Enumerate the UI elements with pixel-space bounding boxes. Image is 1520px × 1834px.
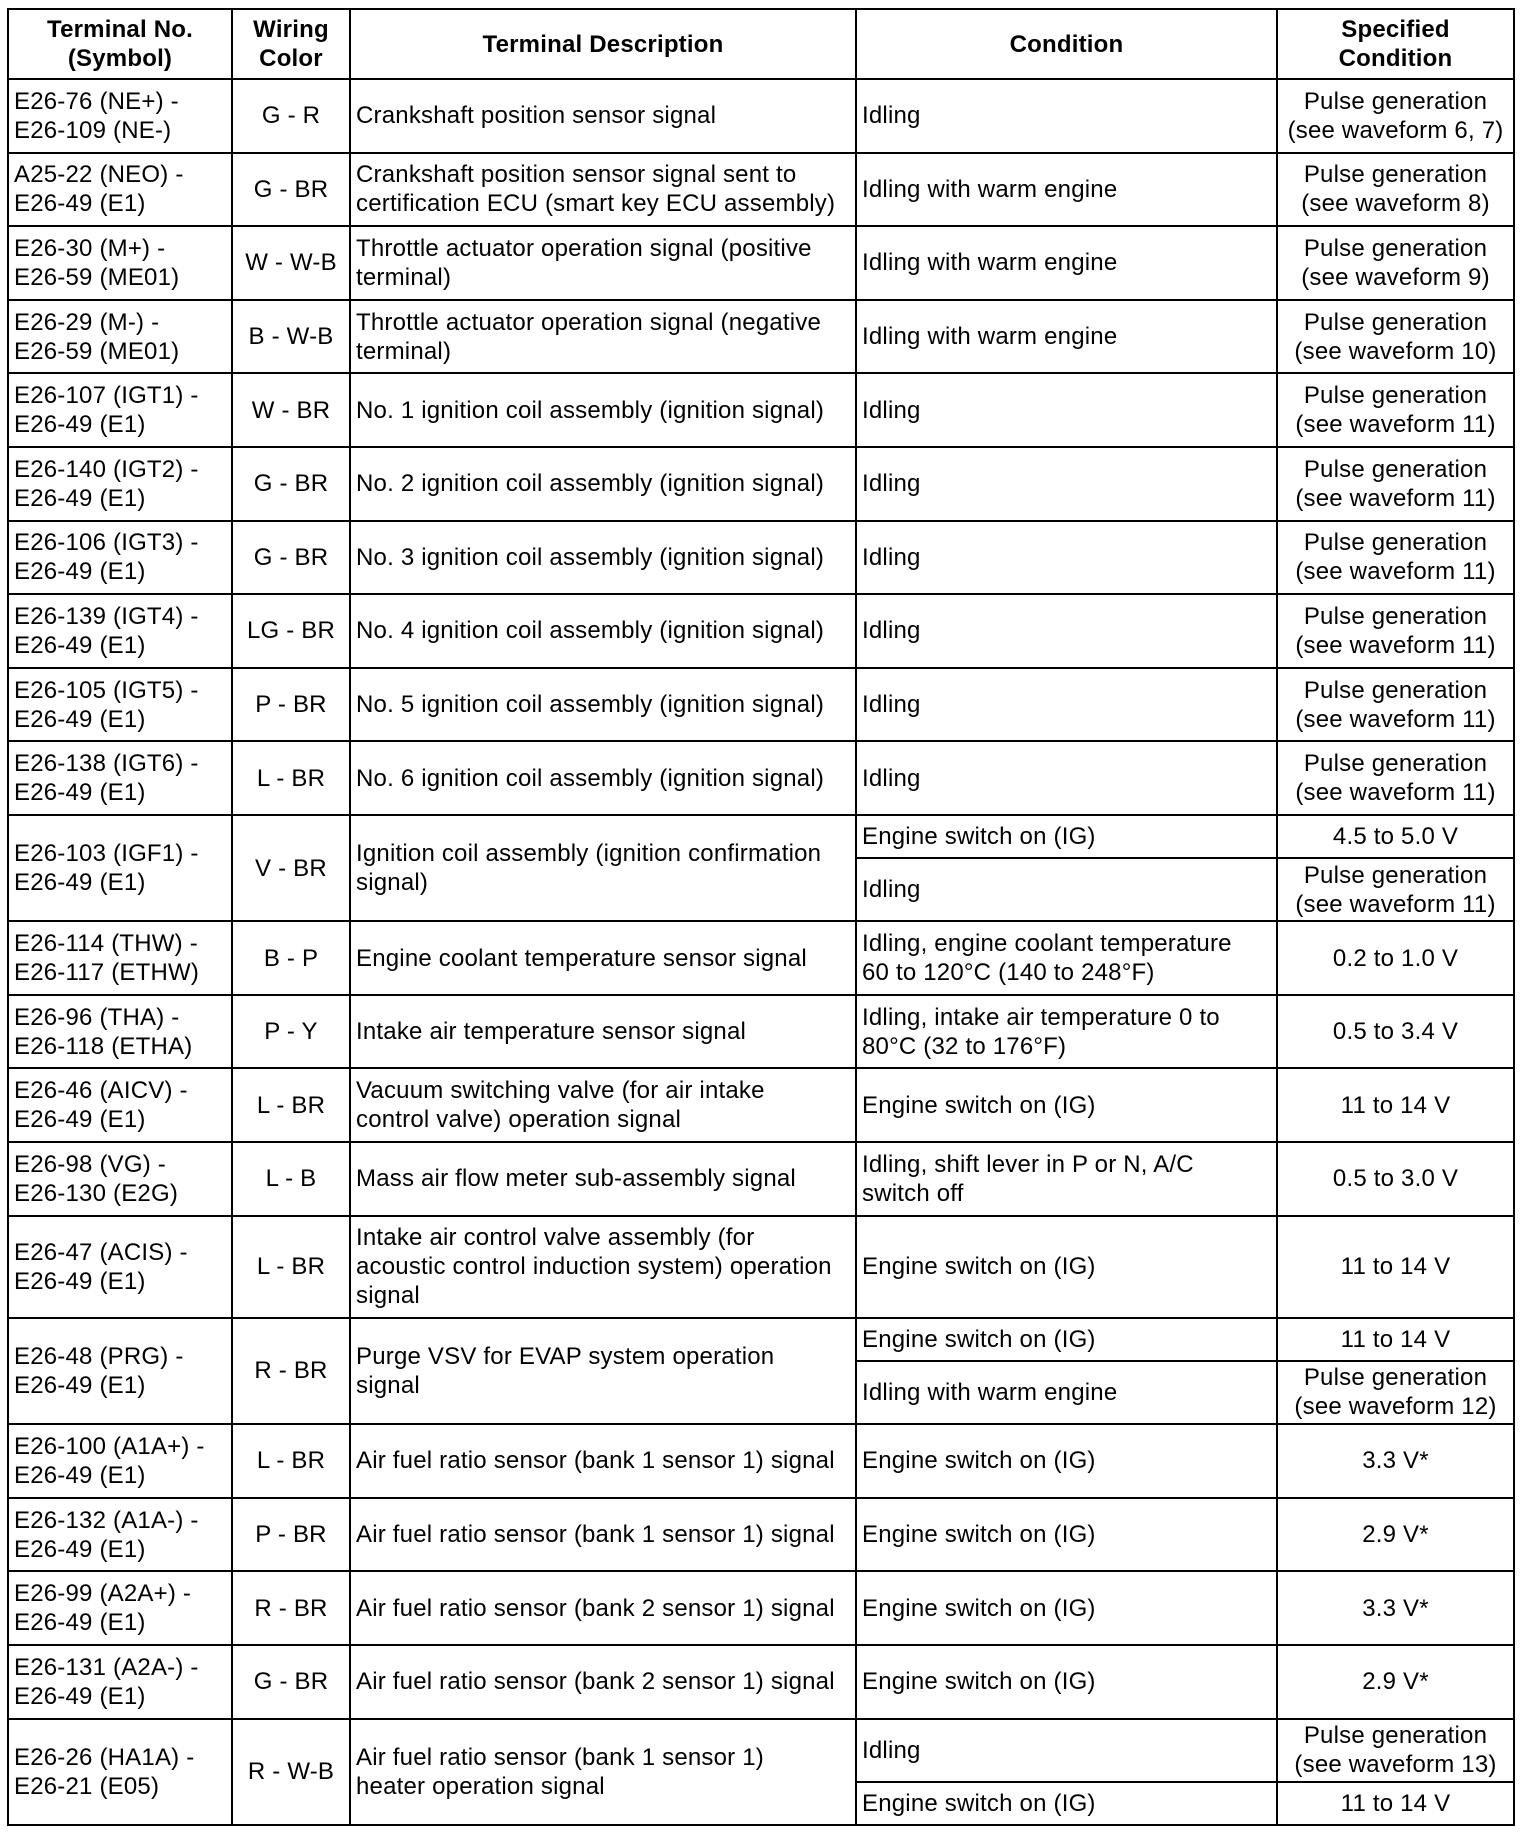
cell-line: Purge VSV for EVAP system operation — [356, 1342, 775, 1370]
cell-line: switch off — [862, 1179, 964, 1207]
header-terminal: Terminal No. (Symbol) — [8, 9, 232, 79]
specified-condition-cell — [1277, 373, 1514, 447]
table-row — [8, 1216, 1514, 1318]
table-body — [8, 79, 1514, 1825]
cell-line: Engine switch on (IG) — [862, 1253, 1096, 1281]
terminal-cell — [8, 815, 232, 921]
description-cell — [350, 79, 856, 153]
terminal-cell — [8, 741, 232, 815]
terminal-cell — [8, 995, 232, 1069]
wiring-color-cell: LG - BR — [232, 594, 350, 668]
specified-condition-cell — [1277, 1216, 1514, 1318]
cell-line: Engine coolant temperature sensor signal — [356, 944, 807, 972]
condition-cell — [856, 1142, 1277, 1216]
cell-line: (see waveform 9) — [1301, 263, 1490, 291]
cell-line: E26-49 (E1) — [14, 558, 146, 586]
cell-line: heater operation signal — [356, 1772, 605, 1800]
cell-line: Pulse generation — [1303, 308, 1488, 336]
cell-line: E26-100 (A1A+) - — [14, 1432, 205, 1460]
cell-line: Ignition coil assembly (ignition confirmation — [356, 840, 822, 868]
table-row — [8, 447, 1514, 521]
cell-line: Pulse generation — [1303, 861, 1488, 889]
cell-line: Pulse generation — [1303, 161, 1488, 189]
description-cell — [350, 921, 856, 995]
cell-line: 11 to 14 V — [1340, 1789, 1451, 1817]
table-row — [8, 521, 1514, 595]
cell-line: E26-49 (E1) — [14, 484, 146, 512]
specified-condition-cell — [1277, 153, 1514, 227]
cell-line: E26-21 (E05) — [14, 1772, 160, 1800]
cell-line: (see waveform 11) — [1295, 484, 1496, 512]
wiring-color-cell: V - BR — [232, 815, 350, 921]
condition-cell — [856, 858, 1277, 921]
condition-cell — [856, 521, 1277, 595]
cell-line: E26-130 (E2G) — [14, 1179, 179, 1207]
table-row — [8, 1719, 1514, 1782]
cell-line: E26-98 (VG) - — [14, 1150, 166, 1178]
condition-cell — [856, 815, 1277, 858]
cell-line: Idling, engine coolant temperature — [862, 930, 1232, 958]
cell-line: No. 1 ignition coil assembly (ignition signal) — [356, 396, 825, 424]
cell-line: E26-29 (M-) - — [14, 308, 160, 336]
description-cell — [350, 668, 856, 742]
table-row — [8, 1142, 1514, 1216]
cell-line: Engine switch on (IG) — [862, 1091, 1096, 1119]
terminal-cell — [8, 153, 232, 227]
header-specified-condition: Specified Condition — [1277, 9, 1514, 79]
terminal-cell — [8, 1571, 232, 1645]
specified-condition-cell — [1277, 995, 1514, 1069]
table-row — [8, 226, 1514, 300]
specified-condition-cell — [1277, 815, 1514, 858]
cell-line: Pulse generation — [1303, 87, 1488, 115]
wiring-color-cell: W - W-B — [232, 226, 350, 300]
description-cell — [350, 1571, 856, 1645]
terminal-cell — [8, 300, 232, 374]
specified-condition-cell — [1277, 521, 1514, 595]
condition-cell — [856, 447, 1277, 521]
description-cell — [350, 1424, 856, 1498]
cell-line: Engine switch on (IG) — [862, 1447, 1096, 1475]
cell-line: Idling with warm engine — [862, 1378, 1118, 1406]
wiring-color-cell: L - BR — [232, 741, 350, 815]
cell-line: Idling — [862, 764, 921, 792]
specified-condition-cell — [1277, 1571, 1514, 1645]
cell-line: E26-49 (E1) — [14, 190, 146, 218]
specified-condition-cell — [1277, 1424, 1514, 1498]
cell-line: E26-117 (ETHW) — [14, 959, 200, 987]
cell-line: Engine switch on (IG) — [862, 1789, 1096, 1817]
cell-line: Intake air temperature sensor signal — [356, 1018, 747, 1046]
description-cell — [350, 594, 856, 668]
cell-line: E26-96 (THA) - — [14, 1003, 180, 1031]
condition-cell — [856, 1498, 1277, 1572]
specified-condition-cell — [1277, 1645, 1514, 1719]
cell-line: E26-47 (ACIS) - — [14, 1238, 188, 1266]
cell-line: Idling — [862, 617, 921, 645]
cell-line: (see waveform 11) — [1295, 705, 1496, 733]
cell-line: E26-138 (IGT6) - — [14, 750, 199, 778]
condition-cell — [856, 1068, 1277, 1142]
wiring-color-cell: B - W-B — [232, 300, 350, 374]
cell-line: E26-105 (IGT5) - — [14, 676, 199, 704]
cell-line: E26-49 (E1) — [14, 1106, 146, 1134]
terminal-cell — [8, 1719, 232, 1826]
cell-line: Pulse generation — [1303, 455, 1488, 483]
description-cell — [350, 1068, 856, 1142]
cell-line: 2.9 V* — [1362, 1521, 1429, 1549]
cell-line: E26-107 (IGT1) - — [14, 382, 199, 410]
cell-line: signal — [356, 1282, 420, 1310]
description-cell — [350, 1216, 856, 1318]
table-row — [8, 153, 1514, 227]
terminal-cell — [8, 1142, 232, 1216]
description-cell — [350, 1645, 856, 1719]
cell-line: E26-59 (ME01) — [14, 263, 180, 291]
cell-line: No. 5 ignition coil assembly (ignition signal) — [356, 691, 825, 719]
cell-line: Pulse generation — [1303, 382, 1488, 410]
description-cell — [350, 741, 856, 815]
cell-line: 4.5 to 5.0 V — [1332, 822, 1459, 850]
cell-line: 3.3 V* — [1362, 1594, 1429, 1622]
cell-line: signal — [356, 1371, 420, 1399]
header-row — [8, 9, 1514, 79]
cell-line: (see waveform 11) — [1295, 890, 1496, 918]
cell-line: E26-48 (PRG) - — [14, 1342, 184, 1370]
specified-condition-cell — [1277, 1498, 1514, 1572]
condition-cell — [856, 1361, 1277, 1424]
condition-cell — [856, 79, 1277, 153]
cell-line: 0.2 to 1.0 V — [1332, 944, 1459, 972]
terminal-cell — [8, 1424, 232, 1498]
cell-line: (see waveform 10) — [1294, 337, 1497, 365]
cell-line: E26-59 (ME01) — [14, 337, 180, 365]
specified-condition-cell — [1277, 594, 1514, 668]
condition-cell — [856, 226, 1277, 300]
description-cell — [350, 373, 856, 447]
cell-line: E26-49 (E1) — [14, 1267, 146, 1295]
table-row — [8, 300, 1514, 374]
table-row — [8, 594, 1514, 668]
terminal-cell — [8, 521, 232, 595]
cell-line: No. 4 ignition coil assembly (ignition signal) — [356, 617, 825, 645]
cell-line: signal) — [356, 869, 429, 897]
table-row — [8, 1068, 1514, 1142]
description-cell — [350, 521, 856, 595]
cell-line: Crankshaft position sensor signal — [356, 102, 717, 130]
cell-line: Idling — [862, 876, 921, 904]
cell-line: Idling — [862, 470, 921, 498]
cell-line: E26-49 (E1) — [14, 705, 146, 733]
cell-line: E26-49 (E1) — [14, 1371, 146, 1399]
wiring-color-cell: W - BR — [232, 373, 350, 447]
cell-line: (see waveform 6, 7) — [1287, 116, 1504, 144]
specified-condition-cell — [1277, 79, 1514, 153]
cell-line: Crankshaft position sensor signal sent to — [356, 161, 797, 189]
wiring-color-cell: R - BR — [232, 1318, 350, 1424]
header-condition: Condition — [856, 9, 1277, 79]
cell-line: 11 to 14 V — [1340, 1325, 1451, 1353]
table-row — [8, 79, 1514, 153]
cell-line: Idling — [862, 396, 921, 424]
cell-line: E26-49 (E1) — [14, 1609, 146, 1637]
cell-line: (see waveform 11) — [1295, 558, 1496, 586]
specified-condition-cell — [1277, 1318, 1514, 1361]
cell-line: Idling with warm engine — [862, 175, 1118, 203]
specified-condition-cell — [1277, 1361, 1514, 1424]
specified-condition-cell — [1277, 858, 1514, 921]
wiring-color-cell: P - BR — [232, 668, 350, 742]
terminal-cell — [8, 79, 232, 153]
condition-cell — [856, 1719, 1277, 1782]
cell-line: E26-49 (E1) — [14, 1535, 146, 1563]
cell-line: 80°C (32 to 176°F) — [862, 1032, 1067, 1060]
cell-line: E26-118 (ETHA) — [14, 1032, 193, 1060]
condition-cell — [856, 594, 1277, 668]
cell-line: E26-49 (E1) — [14, 1461, 146, 1489]
cell-line: E26-49 (E1) — [14, 1682, 146, 1710]
table-row — [8, 1318, 1514, 1361]
description-cell — [350, 447, 856, 521]
cell-line: Vacuum switching valve (for air intake — [356, 1077, 765, 1105]
condition-cell — [856, 1216, 1277, 1318]
cell-line: Idling — [862, 102, 921, 130]
specified-condition-cell — [1277, 300, 1514, 374]
cell-line: E26-49 (E1) — [14, 411, 146, 439]
condition-cell — [856, 300, 1277, 374]
wiring-color-cell: B - P — [232, 921, 350, 995]
cell-line: (see waveform 8) — [1301, 190, 1490, 218]
wiring-color-cell: G - BR — [232, 447, 350, 521]
cell-line: E26-132 (A1A-) - — [14, 1506, 199, 1534]
description-cell — [350, 300, 856, 374]
cell-line: E26-26 (HA1A) - — [14, 1743, 195, 1771]
specified-condition-cell — [1277, 1068, 1514, 1142]
terminal-cell — [8, 1068, 232, 1142]
table-row — [8, 741, 1514, 815]
terminal-cell — [8, 921, 232, 995]
cell-line: certification ECU (smart key ECU assembly) — [356, 190, 836, 218]
wiring-color-cell: L - B — [232, 1142, 350, 1216]
cell-line: E26-99 (A2A+) - — [14, 1580, 192, 1608]
cell-line: terminal) — [356, 263, 452, 291]
cell-line: 0.5 to 3.4 V — [1332, 1018, 1459, 1046]
wiring-color-cell: G - BR — [232, 1645, 350, 1719]
cell-line: Idling with warm engine — [862, 323, 1118, 351]
cell-line: E26-103 (IGF1) - — [14, 840, 199, 868]
cell-line: Idling — [862, 691, 921, 719]
wiring-color-cell: R - BR — [232, 1571, 350, 1645]
cell-line: E26-30 (M+) - — [14, 234, 166, 262]
description-cell — [350, 1142, 856, 1216]
cell-line: Pulse generation — [1303, 1364, 1488, 1392]
cell-line: 60 to 120°C (140 to 248°F) — [862, 959, 1155, 987]
cell-line: 11 to 14 V — [1340, 1253, 1451, 1281]
cell-line: E26-139 (IGT4) - — [14, 602, 199, 630]
cell-line: Idling — [862, 1736, 921, 1764]
cell-line: 11 to 14 V — [1340, 1091, 1451, 1119]
cell-line: (see waveform 11) — [1295, 631, 1496, 659]
cell-line: Idling — [862, 543, 921, 571]
cell-line: Throttle actuator operation signal (negative — [356, 308, 822, 336]
condition-cell — [856, 921, 1277, 995]
description-cell — [350, 1719, 856, 1826]
wiring-color-cell: G - BR — [232, 153, 350, 227]
condition-cell — [856, 1571, 1277, 1645]
cell-line: Air fuel ratio sensor (bank 1 sensor 1) — [356, 1743, 764, 1771]
cell-line: (see waveform 13) — [1294, 1751, 1497, 1779]
specified-condition-cell — [1277, 1142, 1514, 1216]
table-row — [8, 995, 1514, 1069]
condition-cell — [856, 741, 1277, 815]
cell-line: No. 3 ignition coil assembly (ignition signal) — [356, 543, 825, 571]
cell-line: Idling with warm engine — [862, 249, 1118, 277]
wiring-color-cell: L - BR — [232, 1068, 350, 1142]
header-wiring-color: Wiring Color — [232, 9, 350, 79]
cell-line: 0.5 to 3.0 V — [1332, 1165, 1459, 1193]
description-cell — [350, 226, 856, 300]
cell-line: E26-106 (IGT3) - — [14, 529, 199, 557]
cell-line: E26-46 (AICV) - — [14, 1077, 188, 1105]
wiring-color-cell: G - BR — [232, 521, 350, 595]
description-cell — [350, 995, 856, 1069]
table-row — [8, 1571, 1514, 1645]
cell-line: Pulse generation — [1303, 529, 1488, 557]
cell-line: E26-131 (A2A-) - — [14, 1653, 199, 1681]
table-row — [8, 373, 1514, 447]
condition-cell — [856, 1645, 1277, 1719]
cell-line: acoustic control induction system) operation — [356, 1253, 832, 1281]
cell-line: E26-49 (E1) — [14, 631, 146, 659]
cell-line: terminal) — [356, 337, 452, 365]
table-row — [8, 1424, 1514, 1498]
cell-line: Engine switch on (IG) — [862, 1594, 1096, 1622]
specified-condition-cell — [1277, 741, 1514, 815]
table-row — [8, 668, 1514, 742]
cell-line: No. 6 ignition coil assembly (ignition signal) — [356, 764, 825, 792]
cell-line: Pulse generation — [1303, 676, 1488, 704]
wiring-color-cell: L - BR — [232, 1424, 350, 1498]
condition-cell — [856, 1424, 1277, 1498]
cell-line: E26-140 (IGT2) - — [14, 455, 199, 483]
cell-line: E26-49 (E1) — [14, 779, 146, 807]
terminal-cell — [8, 1216, 232, 1318]
table-row — [8, 815, 1514, 858]
cell-line: 3.3 V* — [1362, 1447, 1429, 1475]
condition-cell — [856, 995, 1277, 1069]
cell-line: E26-49 (E1) — [14, 869, 146, 897]
condition-cell — [856, 1318, 1277, 1361]
specified-condition-cell — [1277, 1719, 1514, 1782]
terminal-cell — [8, 226, 232, 300]
condition-cell — [856, 373, 1277, 447]
description-cell — [350, 153, 856, 227]
header-description: Terminal Description — [350, 9, 856, 79]
condition-cell — [856, 153, 1277, 227]
wiring-color-cell: P - Y — [232, 995, 350, 1069]
cell-line: (see waveform 11) — [1295, 411, 1496, 439]
condition-cell — [856, 1782, 1277, 1825]
terminal-cell — [8, 1318, 232, 1424]
cell-line: Engine switch on (IG) — [862, 1521, 1096, 1549]
specified-condition-cell — [1277, 668, 1514, 742]
description-cell — [350, 1498, 856, 1572]
cell-line: control valve) operation signal — [356, 1106, 682, 1134]
cell-line: Air fuel ratio sensor (bank 1 sensor 1) signal — [356, 1521, 835, 1549]
cell-line: (see waveform 12) — [1294, 1393, 1497, 1421]
cell-line: Idling, intake air temperature 0 to — [862, 1003, 1220, 1031]
cell-line: E26-76 (NE+) - — [14, 87, 179, 115]
cell-line: E26-109 (NE-) — [14, 116, 172, 144]
cell-line: Engine switch on (IG) — [862, 822, 1096, 850]
condition-cell — [856, 668, 1277, 742]
cell-line: Engine switch on (IG) — [862, 1668, 1096, 1696]
specified-condition-cell — [1277, 921, 1514, 995]
cell-line: Engine switch on (IG) — [862, 1325, 1096, 1353]
cell-line: Air fuel ratio sensor (bank 1 sensor 1) signal — [356, 1447, 835, 1475]
description-cell — [350, 815, 856, 921]
cell-line: Pulse generation — [1303, 602, 1488, 630]
cell-line: 2.9 V* — [1362, 1668, 1429, 1696]
cell-line: E26-114 (THW) - — [14, 930, 198, 958]
terminal-cell — [8, 1645, 232, 1719]
table-row — [8, 1498, 1514, 1572]
terminal-cell — [8, 373, 232, 447]
cell-line: (see waveform 11) — [1295, 779, 1496, 807]
wiring-color-cell: G - R — [232, 79, 350, 153]
table-row — [8, 921, 1514, 995]
terminal-cell — [8, 447, 232, 521]
specified-condition-cell — [1277, 1782, 1514, 1825]
cell-line: A25-22 (NEO) - — [14, 161, 184, 189]
cell-line: No. 2 ignition coil assembly (ignition signal) — [356, 470, 825, 498]
description-cell — [350, 1318, 856, 1424]
specified-condition-cell — [1277, 226, 1514, 300]
table-row — [8, 1645, 1514, 1719]
cell-line: Intake air control valve assembly (for — [356, 1224, 755, 1252]
terminal-cell — [8, 668, 232, 742]
wiring-color-cell: P - BR — [232, 1498, 350, 1572]
wiring-color-cell: R - W-B — [232, 1719, 350, 1826]
cell-line: Pulse generation — [1303, 234, 1488, 262]
wiring-color-cell: L - BR — [232, 1216, 350, 1318]
terminal-table — [7, 8, 1515, 1826]
cell-line: Pulse generation — [1303, 1722, 1488, 1750]
specified-condition-cell — [1277, 447, 1514, 521]
terminal-cell — [8, 594, 232, 668]
cell-line: Idling, shift lever in P or N, A/C — [862, 1150, 1194, 1178]
cell-line: Throttle actuator operation signal (positive — [356, 234, 812, 262]
cell-line: Mass air flow meter sub-assembly signal — [356, 1165, 796, 1193]
terminal-cell — [8, 1498, 232, 1572]
cell-line: Air fuel ratio sensor (bank 2 sensor 1) signal — [356, 1668, 835, 1696]
cell-line: Air fuel ratio sensor (bank 2 sensor 1) signal — [356, 1594, 835, 1622]
cell-line: Pulse generation — [1303, 750, 1488, 778]
